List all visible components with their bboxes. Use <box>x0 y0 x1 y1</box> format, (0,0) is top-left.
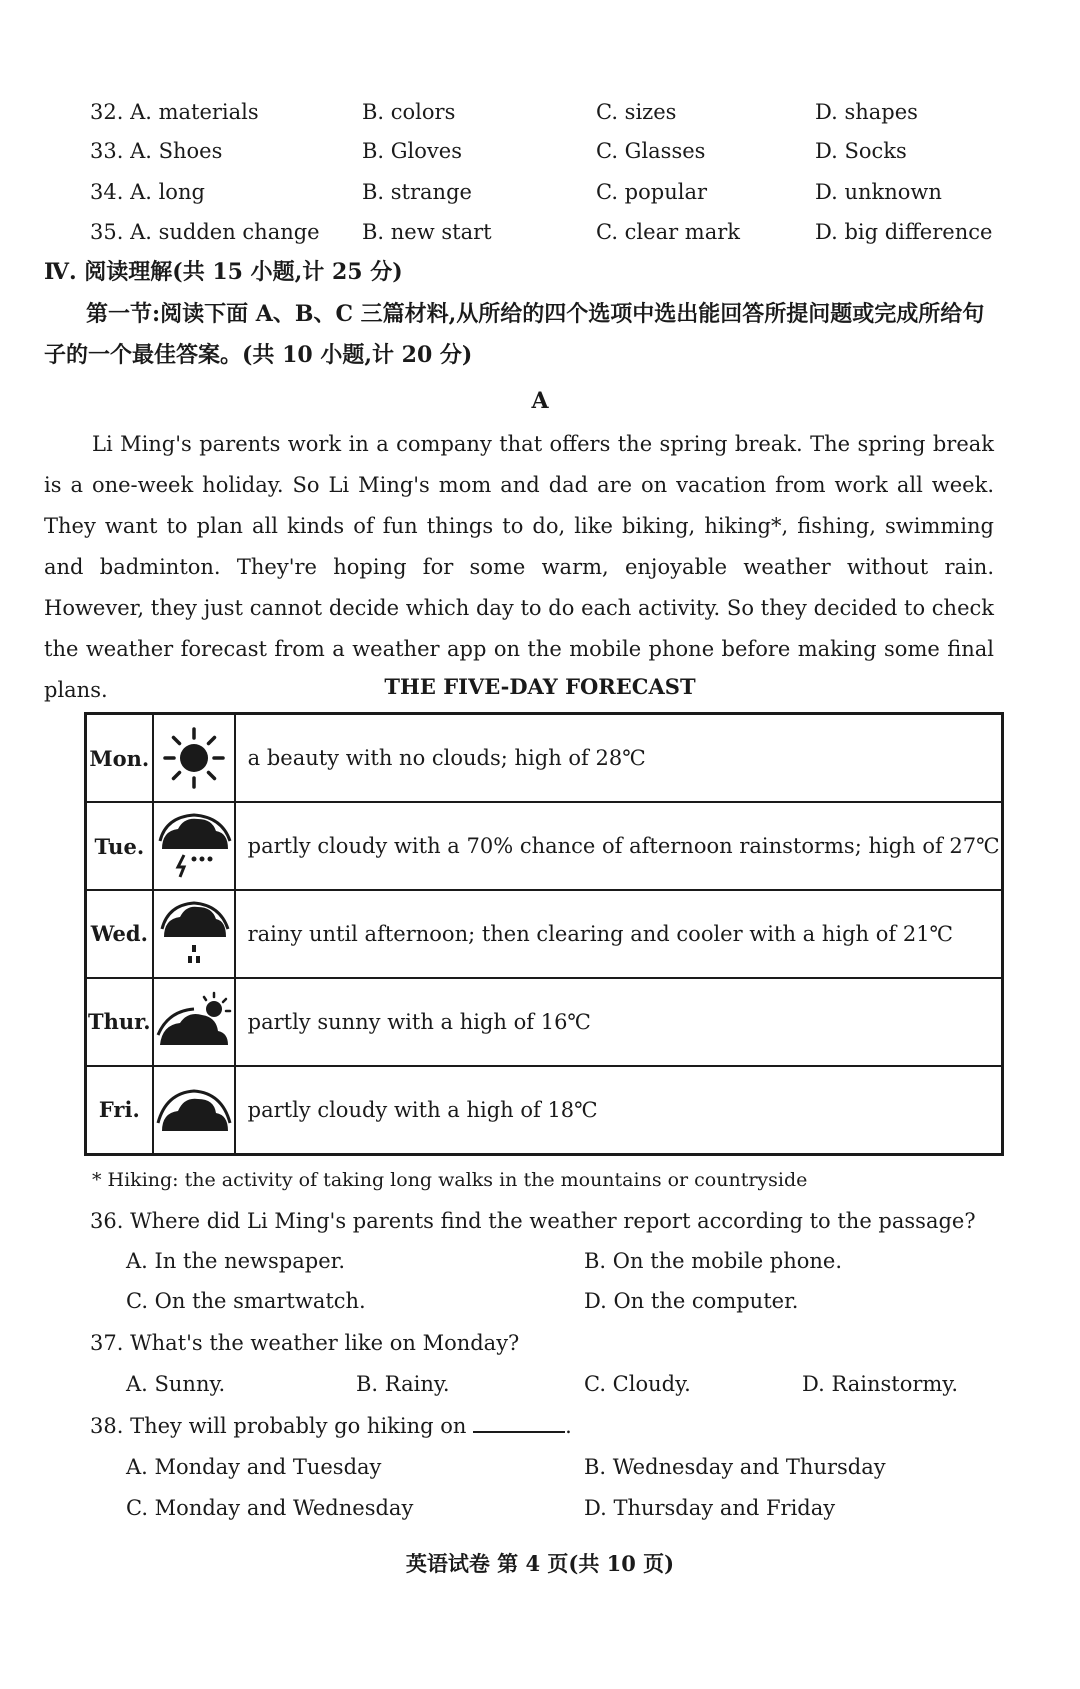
section-heading: Ⅳ. 阅读理解(共 15 小题,计 25 分) <box>44 259 403 285</box>
option-33-c: C. Glasses <box>596 139 706 163</box>
rain-cloud-icon <box>154 899 234 969</box>
question-38-stem-text: 38. They will probably go hiking on <box>90 1414 467 1438</box>
forecast-row-thur <box>86 978 1003 1066</box>
section-instruction: 第一节:阅读下面 A、B、C 三篇材料,从所给的四个选项中选出能回答所提问题或完成所给句子的一个最佳答案。(共 10 小题,计 20 分) <box>44 301 985 368</box>
forecast-desc: partly cloudy with a high of 18℃ <box>235 1066 1003 1155</box>
forecast-row-wed <box>86 890 1003 978</box>
option-35-a: 35. A. sudden change <box>90 220 320 244</box>
question-38-option-b: B. Wednesday and Thursday <box>584 1455 886 1479</box>
cloud-icon <box>154 1075 234 1145</box>
option-35-c: C. clear mark <box>596 220 741 244</box>
option-35-d: D. big difference <box>815 220 993 244</box>
footnote-hiking: * Hiking: the activity of taking long walks in the mountains or countryside <box>92 1169 808 1191</box>
question-37-option-a: A. Sunny. <box>126 1372 226 1396</box>
options-row-32 <box>0 92 1080 132</box>
question-36-stem: 36. Where did Li Ming's parents find the weather report according to the passage? <box>90 1209 976 1233</box>
question-38-option-d: D. Thursday and Friday <box>584 1496 836 1520</box>
forecast-day: Thur. <box>86 978 153 1066</box>
question-38-stem-end: . <box>565 1414 572 1438</box>
partly-sunny-icon <box>154 987 234 1057</box>
option-34-b: B. strange <box>362 180 472 204</box>
thunderstorm-cloud-icon <box>154 811 234 881</box>
passage-label: A <box>531 388 549 414</box>
forecast-desc: a beauty with no clouds; high of 28℃ <box>235 714 1003 803</box>
option-33-b: B. Gloves <box>362 139 462 163</box>
option-35-b: B. new start <box>362 220 492 244</box>
forecast-desc: partly cloudy with a 70% chance of afternoon rainstorms; high of 27℃ <box>235 802 1003 890</box>
forecast-day: Mon. <box>86 714 153 803</box>
question-37-option-c: C. Cloudy. <box>584 1372 691 1396</box>
question-36-option-a: A. In the newspaper. <box>126 1249 346 1273</box>
question-36-option-c: C. On the smartwatch. <box>126 1289 366 1313</box>
forecast-title: THE FIVE-DAY FORECAST <box>384 674 696 699</box>
forecast-day: Fri. <box>86 1066 153 1155</box>
forecast-desc: rainy until afternoon; then clearing and cooler with a high of 21℃ <box>235 890 1003 978</box>
option-33-d: D. Socks <box>815 139 907 163</box>
forecast-row-mon <box>86 714 1003 803</box>
question-38-stem <box>90 1406 572 1446</box>
options-row-35 <box>0 212 1080 252</box>
option-33-a: 33. A. Shoes <box>90 139 223 163</box>
forecast-day: Wed. <box>86 890 153 978</box>
option-32-b: B. colors <box>362 100 456 124</box>
sun-icon <box>159 723 229 793</box>
option-34-d: D. unknown <box>815 180 942 204</box>
page-footer: 英语试卷 第 4 页(共 10 页) <box>405 1551 675 1576</box>
question-37-option-d: D. Rainstormy. <box>802 1372 959 1396</box>
question-38-option-c: C. Monday and Wednesday <box>126 1496 414 1520</box>
passage-text: Li Ming's parents work in a company that offers the spring break. The spring break is a one-week holiday. So Li Ming's mom and dad are on vacation from work all week. They want to plan all kinds of fun things to do, like biking, hiking*, fishing, swimming and badminton. They're hoping for some warm, enjoyable weather without rain. However, they just cannot decide which day to do each activity. So they decided to check the weather forecast from a weather app on the mobile phone before making some final plans. <box>44 432 994 702</box>
option-34-a: 34. A. long <box>90 180 205 204</box>
forecast-table <box>84 712 1004 1156</box>
question-38-option-a: A. Monday and Tuesday <box>126 1455 382 1479</box>
question-37-stem: 37. What's the weather like on Monday? <box>90 1331 520 1355</box>
question-37-option-b: B. Rainy. <box>356 1372 450 1396</box>
forecast-desc: partly sunny with a high of 16℃ <box>235 978 1003 1066</box>
forecast-row-fri <box>86 1066 1003 1155</box>
option-32-c: C. sizes <box>596 100 677 124</box>
option-32-a: 32. A. materials <box>90 100 259 124</box>
answer-blank <box>473 1407 565 1433</box>
options-row-34 <box>0 172 1080 212</box>
question-36-option-b: B. On the mobile phone. <box>584 1249 843 1273</box>
option-32-d: D. shapes <box>815 100 918 124</box>
option-34-c: C. popular <box>596 180 707 204</box>
question-36-option-d: D. On the computer. <box>584 1289 799 1313</box>
options-row-33 <box>0 131 1080 171</box>
forecast-day: Tue. <box>86 802 153 890</box>
forecast-row-tue <box>86 802 1003 890</box>
